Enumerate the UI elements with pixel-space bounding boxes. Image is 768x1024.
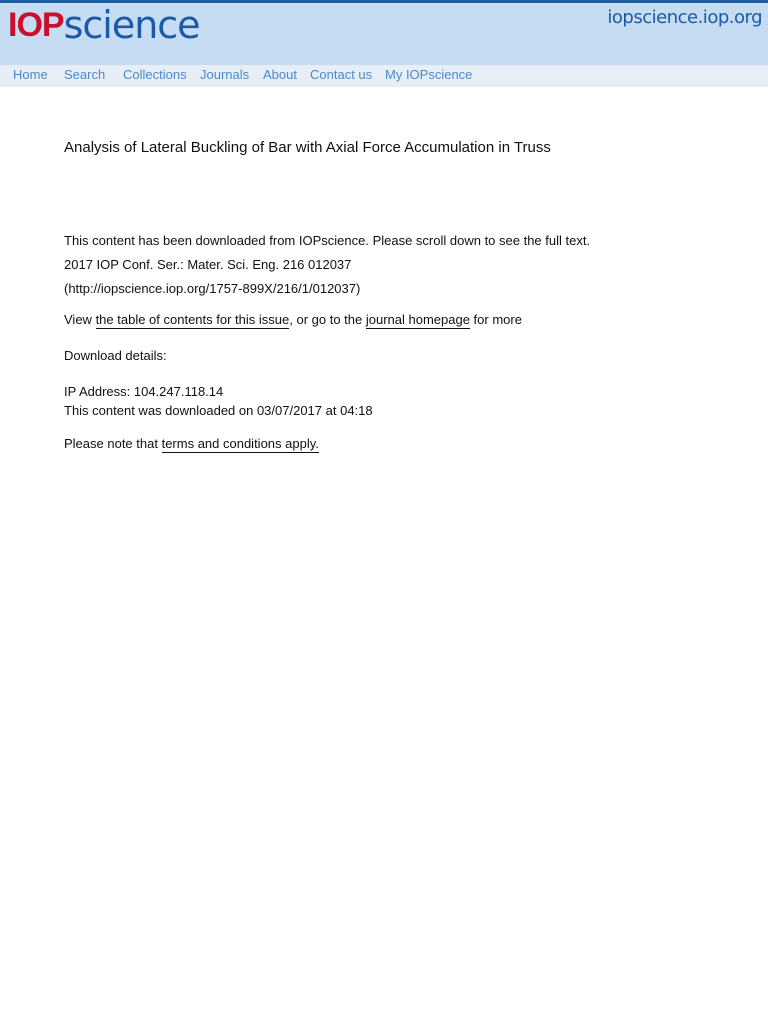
logo-iop-text: IOP	[8, 6, 64, 44]
note-prefix: Please note that	[64, 436, 162, 451]
logo-science-text: science	[63, 3, 200, 47]
article-url: (http://iopscience.iop.org/1757-899X/216/1/012037)	[64, 281, 361, 296]
terms-and-conditions-link[interactable]: terms and conditions apply.	[161, 436, 319, 451]
view-suffix: for more	[469, 312, 522, 327]
table-of-contents-link[interactable]: the table of contents for this issue	[95, 312, 290, 327]
site-header	[0, 0, 768, 65]
nav-journals[interactable]: Journals	[200, 67, 250, 82]
terms-line	[64, 436, 319, 451]
iopscience-logo[interactable]	[8, 5, 200, 45]
nav-home[interactable]: Home	[13, 67, 48, 82]
download-timestamp: This content was downloaded on 03/07/2017 at 04:18	[64, 403, 373, 418]
nav-collections[interactable]: Collections	[123, 67, 187, 82]
article-title: Analysis of Lateral Buckling of Bar with Axial Force Accumulation in Truss	[64, 139, 551, 156]
site-url-link[interactable]: iopscience.iop.org	[607, 7, 762, 28]
download-notice: This content has been downloaded from IOPscience. Please scroll down to see the full text.	[64, 233, 591, 248]
main-nav	[0, 65, 768, 87]
view-prefix: View	[64, 312, 96, 327]
view-middle: , or go to the	[289, 312, 366, 327]
nav-search[interactable]: Search	[64, 67, 106, 82]
ip-address: IP Address: 104.247.118.14	[64, 384, 224, 399]
journal-homepage-link[interactable]: journal homepage	[365, 312, 470, 327]
view-links-line	[64, 312, 522, 327]
nav-my-iopscience[interactable]: My IOPscience	[385, 67, 473, 82]
citation: 2017 IOP Conf. Ser.: Mater. Sci. Eng. 216 012037	[64, 257, 352, 272]
download-details-heading: Download details:	[64, 348, 167, 363]
nav-contact-us[interactable]: Contact us	[310, 67, 373, 82]
nav-about[interactable]: About	[263, 67, 297, 82]
